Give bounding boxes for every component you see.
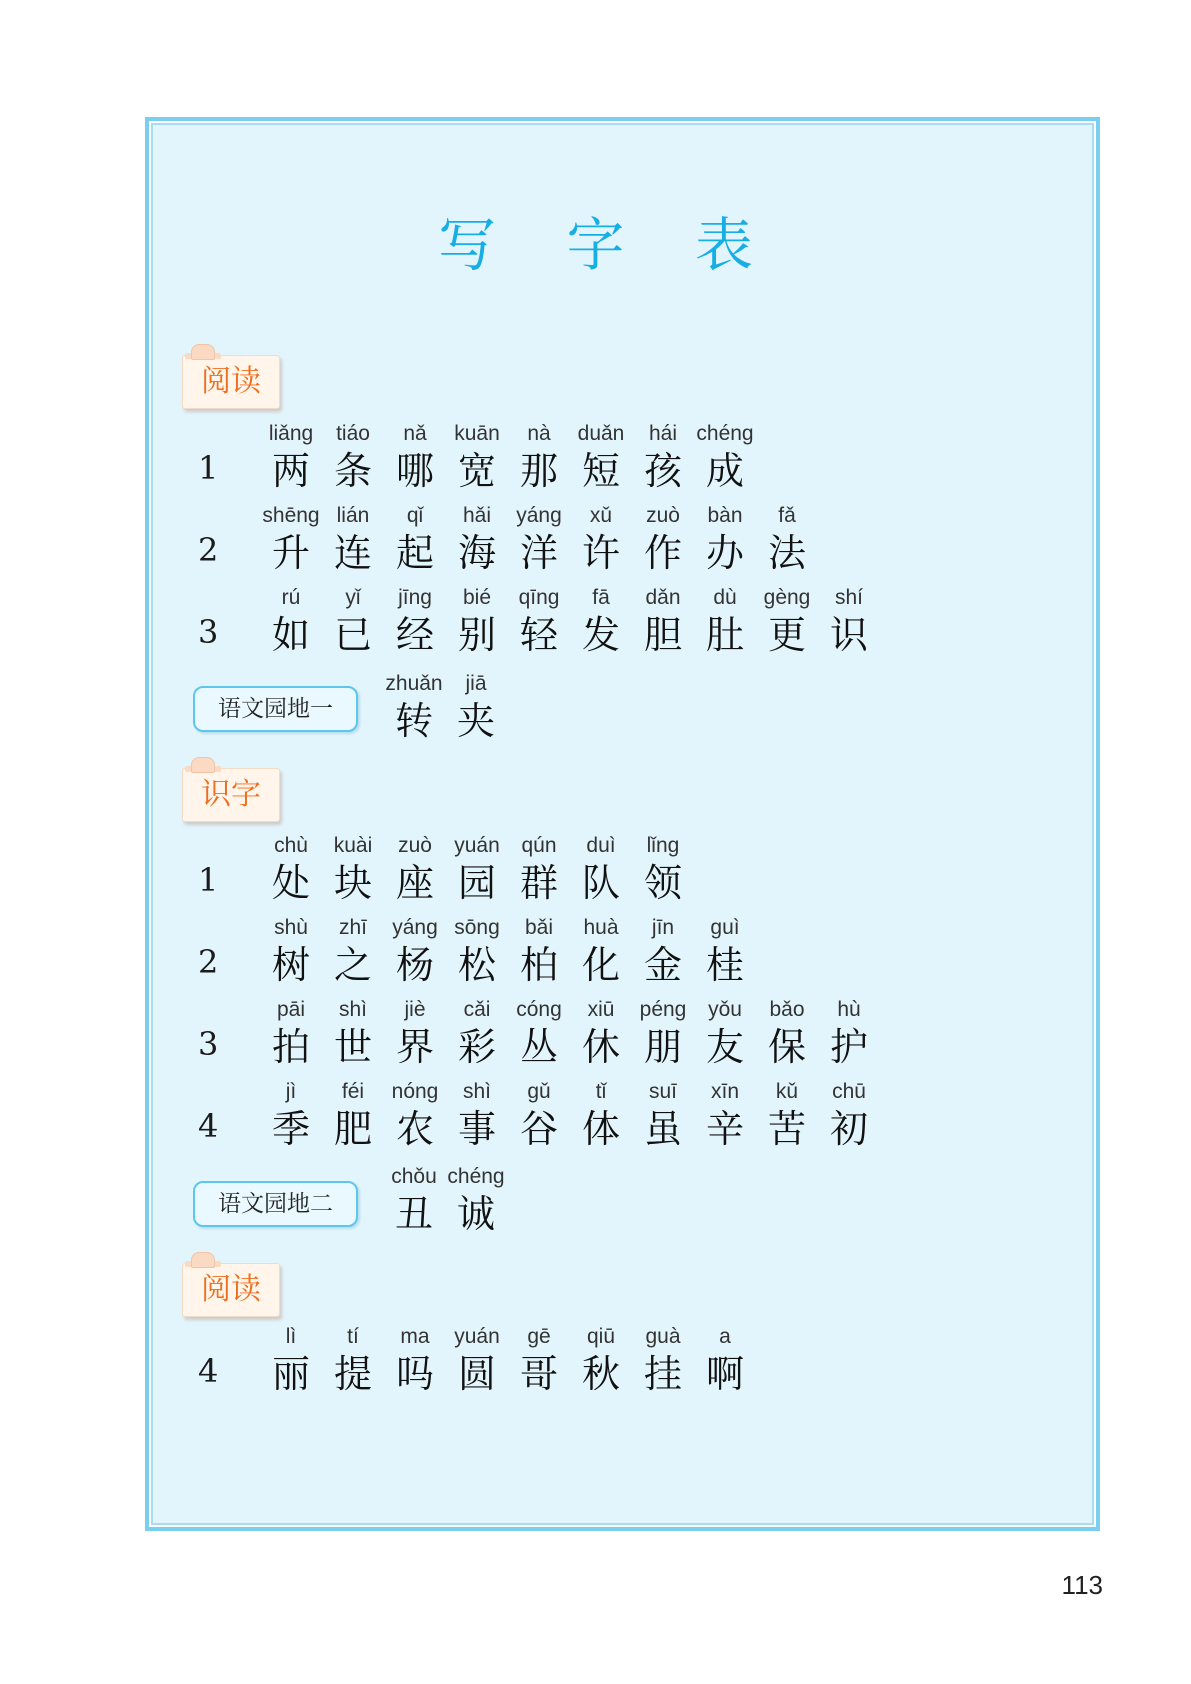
hanzi: 丽 bbox=[271, 1352, 310, 1396]
pinyin: lián bbox=[336, 504, 370, 527]
pinyin: gǔ bbox=[527, 1080, 551, 1103]
pinyin: xǔ bbox=[589, 504, 613, 527]
pinyin: jiā bbox=[465, 672, 487, 695]
hanzi: 之 bbox=[333, 943, 372, 987]
pinyin: zuò bbox=[398, 834, 432, 857]
hanzi: 世 bbox=[333, 1025, 372, 1069]
hanzi: 群 bbox=[519, 861, 558, 905]
pinyin: bié bbox=[462, 586, 492, 609]
row-number: 3 bbox=[198, 1025, 219, 1063]
pinyin: zhuǎn bbox=[385, 672, 443, 695]
pinyin: hái bbox=[648, 422, 678, 445]
pinyin: a bbox=[719, 1325, 731, 1348]
hanzi: 已 bbox=[333, 613, 372, 657]
char-cell bbox=[685, 420, 765, 494]
hanzi: 许 bbox=[581, 531, 620, 575]
hanzi: 识 bbox=[829, 613, 868, 657]
pinyin: tiáo bbox=[336, 422, 370, 445]
pinyin: gèng bbox=[763, 586, 811, 609]
hanzi: 孩 bbox=[643, 449, 682, 493]
pinyin: nóng bbox=[391, 1080, 439, 1103]
pinyin: qǐ bbox=[406, 504, 424, 527]
pinyin: shì bbox=[462, 1080, 491, 1103]
hanzi: 桂 bbox=[705, 943, 744, 987]
char-cell bbox=[747, 502, 827, 576]
pinyin: fā bbox=[592, 586, 610, 609]
pinyin: chǒu bbox=[391, 1165, 437, 1188]
pinyin: rú bbox=[281, 586, 301, 609]
hanzi: 护 bbox=[829, 1025, 868, 1069]
pinyin: dǎn bbox=[645, 586, 681, 609]
hanzi: 彩 bbox=[457, 1025, 496, 1069]
pinyin: yǒu bbox=[708, 998, 742, 1021]
hanzi: 块 bbox=[333, 861, 372, 905]
hanzi: 更 bbox=[767, 613, 806, 657]
pinyin: shēng bbox=[262, 504, 320, 527]
pinyin: shí bbox=[834, 586, 863, 609]
hanzi: 提 bbox=[333, 1352, 372, 1396]
hanzi: 农 bbox=[395, 1107, 434, 1151]
hanzi: 吗 bbox=[395, 1352, 434, 1396]
section-tag-reading-2 bbox=[182, 1263, 280, 1317]
page-frame-inner bbox=[151, 123, 1094, 1525]
pinyin: ma bbox=[400, 1325, 430, 1348]
pinyin: yuán bbox=[454, 1325, 500, 1348]
hanzi: 谷 bbox=[519, 1107, 558, 1151]
hanzi: 领 bbox=[643, 861, 682, 905]
hanzi: 园 bbox=[457, 861, 496, 905]
pinyin: shì bbox=[338, 998, 367, 1021]
hanzi: 宽 bbox=[457, 449, 496, 493]
char-cell bbox=[623, 832, 703, 906]
row-number: 4 bbox=[198, 1107, 219, 1145]
char-row bbox=[0, 420, 1191, 493]
pinyin: xiū bbox=[587, 998, 615, 1021]
pinyin: kǔ bbox=[775, 1080, 799, 1103]
hanzi: 发 bbox=[581, 613, 620, 657]
pinyin: qiū bbox=[586, 1325, 616, 1348]
char-row bbox=[0, 914, 1191, 987]
hanzi: 休 bbox=[581, 1025, 620, 1069]
page-title: 写 字 表 bbox=[438, 211, 779, 279]
hanzi: 办 bbox=[705, 531, 744, 575]
pinyin: nǎ bbox=[403, 422, 427, 445]
pinyin: huà bbox=[583, 916, 619, 939]
hanzi: 拍 bbox=[271, 1025, 310, 1069]
hanzi: 丛 bbox=[519, 1025, 558, 1069]
hanzi: 柏 bbox=[519, 943, 558, 987]
pinyin: tí bbox=[347, 1325, 359, 1348]
row-number: 1 bbox=[198, 449, 219, 487]
pinyin: chéng bbox=[447, 1165, 505, 1188]
pinyin: zuò bbox=[646, 504, 680, 527]
hanzi: 肥 bbox=[333, 1107, 372, 1151]
pinyin: qīng bbox=[518, 586, 560, 609]
pinyin: shù bbox=[274, 916, 308, 939]
hanzi: 肚 bbox=[705, 613, 744, 657]
hanzi: 辛 bbox=[705, 1107, 744, 1151]
char-row bbox=[0, 502, 1191, 575]
pinyin: yáng bbox=[392, 916, 438, 939]
hanzi: 洋 bbox=[519, 531, 558, 575]
pinyin: kuài bbox=[333, 834, 373, 857]
pinyin: féi bbox=[341, 1080, 365, 1103]
hanzi: 海 bbox=[457, 531, 496, 575]
char-row bbox=[0, 670, 1191, 743]
row-number: 4 bbox=[198, 1352, 219, 1390]
hanzi: 轻 bbox=[519, 613, 558, 657]
hanzi: 化 bbox=[581, 943, 620, 987]
pinyin: tǐ bbox=[595, 1080, 607, 1103]
pinyin: guì bbox=[710, 916, 740, 939]
pinyin: jì bbox=[285, 1080, 297, 1103]
pinyin: jīn bbox=[651, 916, 675, 939]
hanzi: 队 bbox=[581, 861, 620, 905]
hanzi: 法 bbox=[767, 531, 806, 575]
row-number: 3 bbox=[198, 613, 219, 651]
hanzi: 金 bbox=[643, 943, 682, 987]
section-tag-literacy bbox=[182, 768, 280, 822]
hanzi: 苦 bbox=[767, 1107, 806, 1151]
hanzi: 夹 bbox=[456, 699, 495, 743]
hanzi: 哪 bbox=[395, 449, 434, 493]
section-tag-label: 识字 bbox=[201, 777, 261, 812]
pinyin: zhī bbox=[338, 916, 367, 939]
pinyin: yǐ bbox=[345, 586, 361, 609]
pinyin: hǎi bbox=[462, 504, 492, 527]
pinyin: bǎi bbox=[524, 916, 554, 939]
pinyin: cǎi bbox=[463, 998, 491, 1021]
pinyin: pāi bbox=[276, 998, 306, 1021]
hanzi: 体 bbox=[581, 1107, 620, 1151]
hanzi: 条 bbox=[333, 449, 372, 493]
hanzi: 别 bbox=[457, 613, 496, 657]
pinyin: sōng bbox=[454, 916, 500, 939]
row-number: 2 bbox=[198, 943, 219, 981]
hanzi: 事 bbox=[457, 1107, 496, 1151]
char-cell bbox=[809, 1078, 889, 1152]
pinyin: duǎn bbox=[577, 422, 625, 445]
hanzi: 朋 bbox=[643, 1025, 682, 1069]
pinyin: jiè bbox=[404, 998, 426, 1021]
char-cell bbox=[436, 1163, 516, 1237]
pinyin: bǎo bbox=[769, 998, 805, 1021]
hanzi: 转 bbox=[394, 699, 433, 743]
hanzi: 诚 bbox=[456, 1192, 495, 1236]
hanzi: 松 bbox=[457, 943, 496, 987]
hanzi: 挂 bbox=[643, 1352, 682, 1396]
char-cell bbox=[809, 996, 889, 1070]
pinyin: xīn bbox=[710, 1080, 739, 1103]
hanzi: 短 bbox=[581, 449, 620, 493]
row-number: 2 bbox=[198, 531, 219, 569]
hanzi: 处 bbox=[271, 861, 310, 905]
pinyin: fǎ bbox=[778, 504, 796, 527]
hanzi: 两 bbox=[271, 449, 310, 493]
pinyin: cóng bbox=[516, 998, 562, 1021]
pinyin: bàn bbox=[707, 504, 743, 527]
garden-tag-1: 语文园地一 bbox=[193, 686, 358, 732]
hanzi: 如 bbox=[271, 613, 310, 657]
char-row bbox=[0, 996, 1191, 1069]
hanzi: 胆 bbox=[643, 613, 682, 657]
pinyin: liǎng bbox=[268, 422, 314, 445]
hanzi: 季 bbox=[271, 1107, 310, 1151]
pinyin: duì bbox=[586, 834, 616, 857]
hanzi: 界 bbox=[395, 1025, 434, 1069]
hanzi: 丑 bbox=[394, 1192, 433, 1236]
char-row bbox=[0, 1323, 1191, 1396]
pinyin: lǐng bbox=[646, 834, 680, 857]
hanzi: 啊 bbox=[705, 1352, 744, 1396]
hanzi: 哥 bbox=[519, 1352, 558, 1396]
garden-tag-2: 语文园地二 bbox=[193, 1181, 358, 1227]
hanzi: 初 bbox=[829, 1107, 868, 1151]
char-cell bbox=[685, 1323, 765, 1397]
hanzi: 连 bbox=[333, 531, 372, 575]
pinyin: yuán bbox=[454, 834, 500, 857]
pinyin: dù bbox=[713, 586, 737, 609]
char-cell bbox=[436, 670, 516, 744]
pinyin: qún bbox=[521, 834, 557, 857]
pinyin: chù bbox=[274, 834, 308, 857]
pinyin: yáng bbox=[516, 504, 562, 527]
char-cell bbox=[809, 584, 889, 658]
hanzi: 经 bbox=[395, 613, 434, 657]
pinyin: péng bbox=[639, 998, 687, 1021]
char-row bbox=[0, 832, 1191, 905]
char-row bbox=[0, 584, 1191, 657]
pinyin: suī bbox=[648, 1080, 677, 1103]
hanzi: 树 bbox=[271, 943, 310, 987]
pinyin: jīng bbox=[398, 586, 432, 609]
hanzi: 成 bbox=[705, 449, 744, 493]
pinyin: chéng bbox=[696, 422, 754, 445]
page-number: 113 bbox=[1061, 1570, 1103, 1600]
char-cell bbox=[685, 914, 765, 988]
hanzi: 那 bbox=[519, 449, 558, 493]
section-tag-label: 阅读 bbox=[201, 364, 261, 399]
hanzi: 圆 bbox=[457, 1352, 496, 1396]
pinyin: hù bbox=[837, 998, 861, 1021]
hanzi: 座 bbox=[395, 861, 434, 905]
pinyin: nà bbox=[527, 422, 551, 445]
hanzi: 秋 bbox=[581, 1352, 620, 1396]
row-number: 1 bbox=[198, 861, 219, 899]
char-row bbox=[0, 1163, 1191, 1236]
pinyin: lì bbox=[285, 1325, 297, 1348]
char-row bbox=[0, 1078, 1191, 1151]
hanzi: 友 bbox=[705, 1025, 744, 1069]
pinyin: kuān bbox=[454, 422, 500, 445]
pinyin: chū bbox=[832, 1080, 866, 1103]
section-tag-label: 阅读 bbox=[201, 1272, 261, 1307]
hanzi: 虽 bbox=[643, 1107, 682, 1151]
hanzi: 作 bbox=[643, 531, 682, 575]
hanzi: 升 bbox=[271, 531, 310, 575]
pinyin: guà bbox=[645, 1325, 681, 1348]
section-tag-reading-1 bbox=[182, 355, 280, 409]
hanzi: 杨 bbox=[395, 943, 434, 987]
pinyin: gē bbox=[527, 1325, 551, 1348]
hanzi: 保 bbox=[767, 1025, 806, 1069]
hanzi: 起 bbox=[395, 531, 434, 575]
